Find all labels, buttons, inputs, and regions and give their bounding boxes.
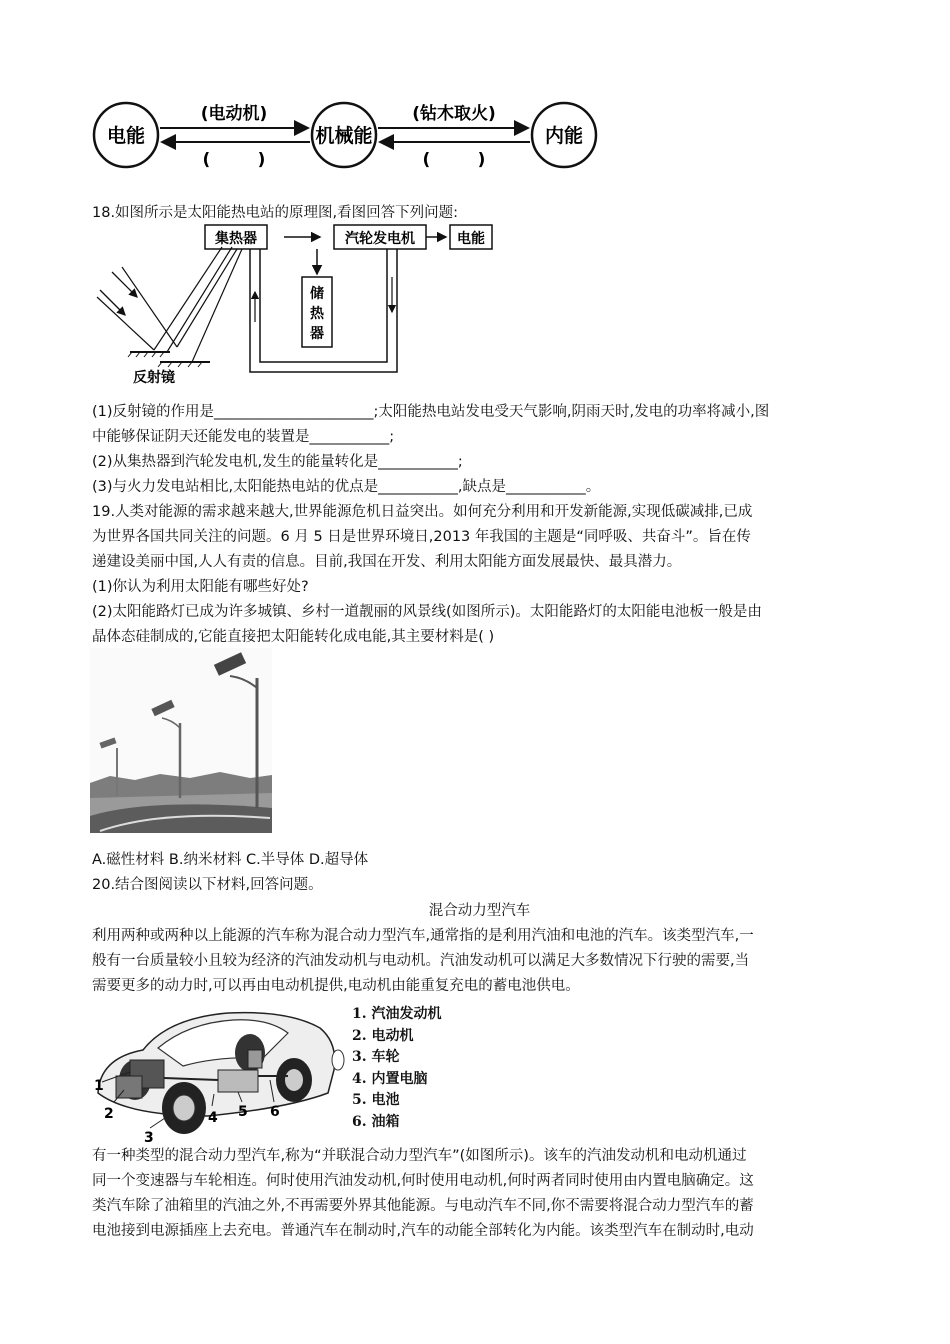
q19-sub1: (1)你认为利用太阳能有哪些好处?: [92, 579, 309, 595]
solar-streetlight-photo: [90, 648, 272, 833]
node-electric-label: 电能: [106, 125, 146, 147]
car-legend: [352, 1004, 442, 1133]
arrow-label-motor: (电动机): [200, 104, 268, 124]
arrow-label-blank-left: ( ): [202, 150, 266, 170]
car-legend-item: 6. 油箱: [352, 1113, 400, 1130]
solar-thermal-diagram: [92, 222, 512, 390]
node-internal-label: 内能: [544, 125, 584, 147]
q18-p3: (3)与火力发电站相比,太阳能热电站的优点是___________,缺点是___________。: [92, 479, 601, 495]
hybrid-car-diagram: [88, 998, 350, 1146]
car-number-5: 5: [238, 1104, 248, 1120]
car-legend-item: 4. 内置电脑: [352, 1070, 428, 1087]
node-mechanical-label: 机械能: [315, 125, 373, 147]
q19-sub2-line2: 晶体态硅制成的,它能直接把太阳能转化成电能,其主要材料是( ): [92, 629, 495, 645]
q20-title: 混合动力型汽车: [428, 903, 531, 919]
q20-para1-line1: 利用两种或两种以上能源的汽车称为混合动力型汽车,通常指的是利用汽油和电池的汽车。该类型汽车,一: [92, 928, 754, 944]
q19-options: A.磁性材料 B.纳米材料 C.半导体 D.超导体: [92, 852, 369, 868]
car-number-3: 3: [144, 1130, 154, 1146]
q18-p1-line1: (1)反射镜的作用是______________________;太阳能热电站发电受天气影响,阴雨天时,发电的功率将减小,图: [92, 404, 770, 420]
collector-label: 集热器: [215, 231, 257, 247]
q20-para2-line3: 类汽车除了油箱里的汽油之外,不再需要外界其他能源。与电动汽车不同,你不需要将混合动力型汽车的蓄: [92, 1198, 754, 1214]
storage-label-3: 器: [310, 326, 324, 342]
arrow-label-drill: (钻木取火): [412, 104, 496, 124]
q19-line1: 19.人类对能源的需求越来越大,世界能源危机日益突出。如何充分利用和开发新能源,实现低碳减排,已成: [92, 504, 753, 520]
q20-para1-line3: 需要更多的动力时,可以再由电动机提供,电动机由能重复充电的蓄电池供电。: [92, 978, 580, 994]
q20-intro: 20.结合图阅读以下材料,回答问题。: [92, 877, 323, 893]
turbine-label: 汽轮发电机: [345, 231, 415, 247]
q20-para1-line2: 般有一台质量较小且较为经济的汽油发动机与电动机。汽油发动机可以满足大多数情况下行驶的需要,当: [92, 953, 750, 969]
q19-line2: 为世界各国共同关注的问题。6 月 5 日是世界环境日,2013 年我国的主题是“同呼吸、共奋斗”。旨在传: [92, 529, 751, 545]
car-legend-item: 1. 汽油发动机: [352, 1006, 442, 1022]
car-number-1: 1: [94, 1078, 104, 1094]
car-legend-item: 3. 车轮: [352, 1049, 400, 1065]
q18-p2: (2)从集热器到汽轮发电机,发生的能量转化是___________;: [92, 454, 463, 470]
q19-line3: 递建设美丽中国,人人有责的信息。目前,我国在开发、利用太阳能方面发展最快、最具潜力。: [92, 554, 682, 570]
storage-label-2: 热: [310, 306, 324, 322]
car-number-4: 4: [208, 1110, 218, 1126]
q20-para2-line4: 电池接到电源插座上去充电。普通汽车在制动时,汽车的动能全部转化为内能。该类型汽车在制动时,电动: [92, 1223, 754, 1239]
car-legend-item: 2. 电动机: [352, 1027, 414, 1044]
q18-p1-line2: 中能够保证阴天还能发电的装置是___________;: [92, 429, 395, 445]
q20-para2-line1: 有一种类型的混合动力型汽车,称为“并联混合动力型汽车”(如图所示)。该车的汽油发动机和电动机通过: [92, 1148, 747, 1164]
car-number-2: 2: [104, 1106, 114, 1122]
q18-intro: 18.如图所示是太阳能热电站的原理图,看图回答下列问题:: [92, 205, 459, 221]
q19-sub2-line1: (2)太阳能路灯已成为许多城镇、乡村一道靓丽的风景线(如图所示)。太阳能路灯的太阳能电池板一般是由: [92, 604, 762, 620]
car-number-6: 6: [270, 1104, 280, 1120]
q20-para2-line2: 同一个变速器与车轮相连。何时使用汽油发动机,何时使用电动机,何时两者同时使用由内置电脑确定。这: [92, 1173, 754, 1189]
car-legend-item: 5. 电池: [352, 1092, 400, 1108]
energy-cycle-diagram: [90, 95, 610, 175]
mirror-label: 反射镜: [133, 370, 175, 386]
electricity-label: 电能: [457, 231, 485, 247]
storage-label-1: 储: [310, 286, 324, 302]
arrow-label-blank-right: ( ): [422, 150, 486, 170]
